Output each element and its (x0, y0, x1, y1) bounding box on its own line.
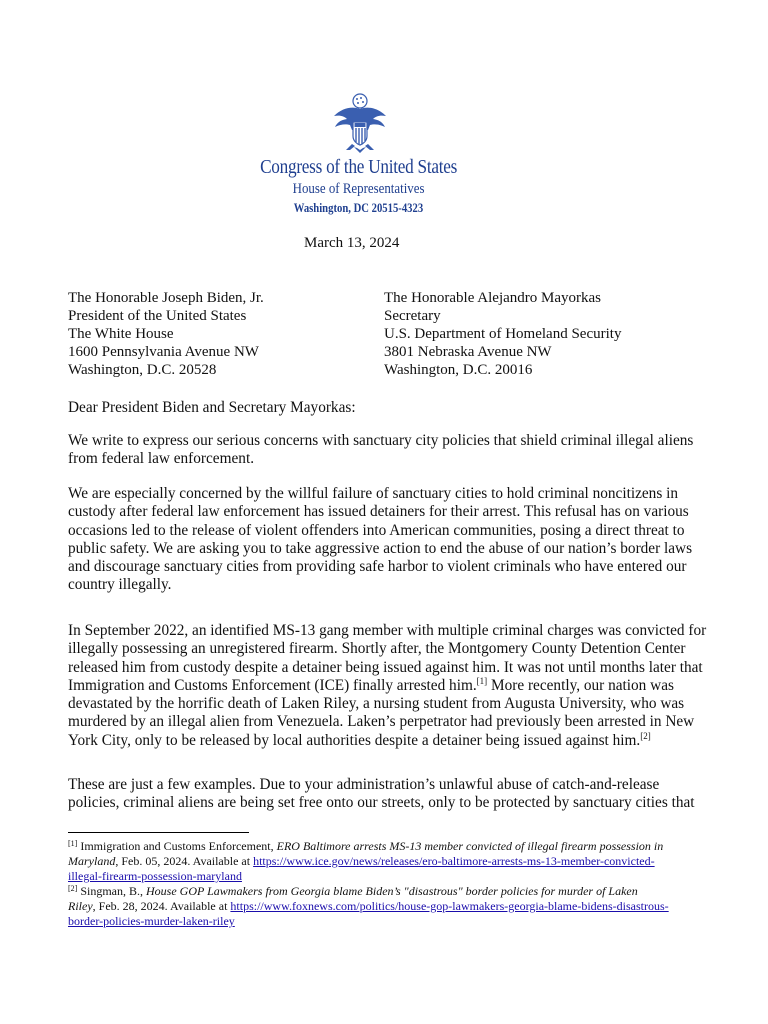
text-line: and discourage sanctuary cities from providing safe harbor to violent criminals who have entered our (68, 558, 687, 576)
footnote-author: Singman, B., (77, 884, 146, 898)
footnote-date: , Feb. 28, 2024. Available at (92, 899, 231, 913)
text-line (68, 732, 700, 750)
salutation: Dear President Biden and Secretary Mayorkas: (68, 399, 356, 416)
address-line: 1600 Pennsylvania Avenue NW (68, 344, 259, 360)
address-line: The Honorable Alejandro Mayorkas (384, 290, 602, 306)
letterhead-subtitle: House of Representatives (292, 181, 425, 197)
footnote-title: Riley (68, 899, 93, 913)
text-segment: More recently, our nation was (487, 676, 674, 694)
footnote-2-line (68, 914, 708, 929)
letterhead-address: Washington, DC 20515-4323 (293, 200, 424, 215)
text-line: illegally possessing an unregistered firearm. Shortly after, the Montgomery County Detention Center (68, 640, 686, 658)
letter-date: March 13, 2024 (304, 235, 400, 251)
text-line: public safety. We are asking you to take aggressive action to end the abuse of our nation’s border laws (68, 539, 693, 557)
footnote-2-line (68, 884, 708, 899)
footnote-title: Maryland (68, 854, 116, 868)
address-line: Washington, D.C. 20016 (384, 362, 533, 378)
footnotes (68, 839, 708, 929)
text-line: custody after federal law enforcement has issued detainers for their arrest. This refusal has on various (68, 503, 689, 521)
footnote-ref-2[interactable]: [2] (640, 730, 651, 741)
footnote-1-line (68, 854, 708, 869)
text-line: released him from custody despite a detainer being issued against him. It was not until months later that (68, 658, 703, 676)
footnote-date: , Feb. 05, 2024. Available at (115, 854, 254, 868)
text-line: These are just a few examples. Due to your administration’s unlawful abuse of catch-and-release (68, 776, 660, 793)
address-line: U.S. Department of Homeland Security (384, 326, 622, 342)
footnote-2-line (68, 899, 708, 914)
recipient-address-right (384, 289, 621, 379)
text-line: from federal law enforcement. (68, 450, 255, 468)
text-segment: Immigration and Customs Enforcement (ICE) finally arrested him. (68, 676, 477, 694)
address-line: The Honorable Joseph Biden, Jr. (68, 290, 264, 306)
footnote-1-line (68, 839, 708, 854)
text-line: policies, criminal aliens are being set free onto our streets, only to be protected by sanctuary cities that (68, 794, 695, 812)
address-line: Washington, D.C. 20528 (68, 362, 217, 378)
footnote-2-link[interactable]: https://www.foxnews.com/politics/house-gop-lawmakers-georgia-blame-bidens-disastrous- (230, 899, 669, 913)
address-line: The White House (68, 326, 174, 342)
footnote-1-link[interactable]: illegal-firearm-possession-maryland (68, 869, 242, 883)
text-line: devastated by the horrific death of Laken Riley, a nursing student from Augusta University, who was (68, 695, 685, 713)
letterhead-title: Congress of the United States (260, 156, 458, 178)
paragraph-3 (68, 622, 707, 750)
footnote-divider (68, 832, 249, 833)
address-line: Secretary (384, 308, 441, 324)
text-line (68, 677, 700, 695)
text-line: We are especially concerned by the willful failure of sanctuary cities to hold criminal noncitizens in (68, 485, 678, 502)
paragraph-1 (68, 432, 700, 469)
paragraph-2 (68, 485, 700, 595)
footnote-title: ERO Baltimore arrests MS-13 member convicted of illegal firearm possession in (276, 839, 664, 853)
footnote-1-line (68, 869, 708, 884)
text-segment: York City, only to be released by local authorities despite a detainer being issued against him. (68, 731, 641, 749)
great-seal-icon (330, 92, 390, 154)
footnote-marker: [2] (68, 884, 78, 893)
text-line: occasions led to the release of violent offenders into American communities, posing a direct threat to (68, 521, 685, 539)
text-line: We write to express our serious concerns with sanctuary city policies that shield criminal illegal aliens (68, 432, 694, 449)
address-line: President of the United States (68, 308, 247, 324)
address-line: 3801 Nebraska Avenue NW (384, 344, 552, 360)
text-line: country illegally. (68, 576, 172, 594)
footnote-marker: [1] (68, 839, 78, 848)
footnote-2-link[interactable]: border-policies-murder-laken-riley (68, 914, 235, 928)
footnote-author: Immigration and Customs Enforcement, (77, 839, 277, 853)
paragraph-4 (68, 776, 700, 813)
footnote-1-link[interactable]: https://www.ice.gov/news/releases/ero-baltimore-arrests-ms-13-member-convicted- (253, 854, 655, 868)
text-line: In September 2022, an identified MS-13 gang member with multiple criminal charges was convicted for (68, 622, 707, 639)
footnote-title: House GOP Lawmakers from Georgia blame Biden’s "disastrous" border policies for murder of Laken (146, 884, 638, 898)
text-line: murdered by an illegal alien from Venezuela. Laken’s perpetrator had previously been arrested in New (68, 713, 695, 731)
recipient-address-left (68, 289, 264, 379)
footnote-ref-1[interactable]: [1] (476, 675, 488, 686)
